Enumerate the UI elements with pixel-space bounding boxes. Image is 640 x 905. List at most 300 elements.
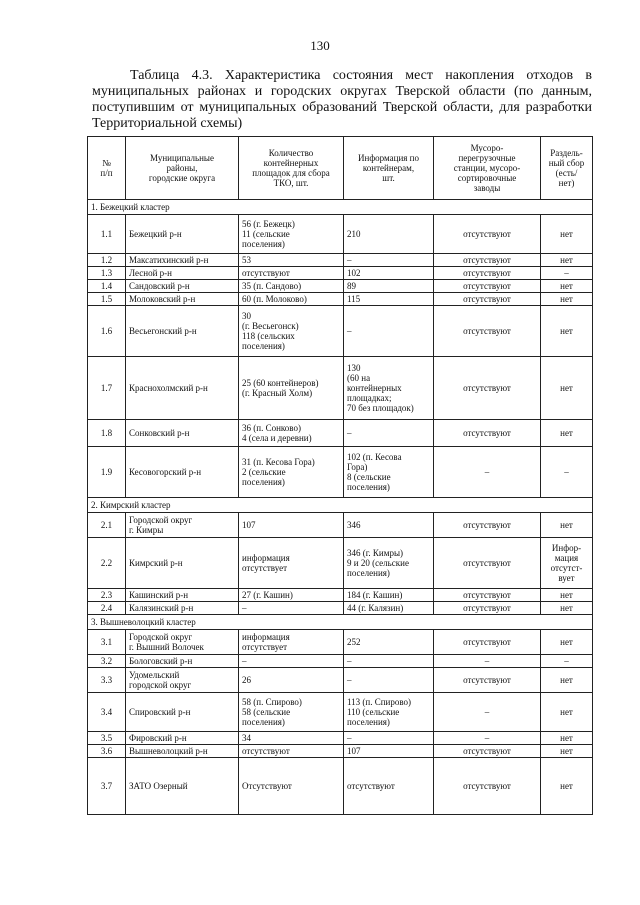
- table-cell: [239, 447, 344, 498]
- cell-line: –: [564, 268, 569, 278]
- cell-line: 44 (г. Калязин): [347, 603, 404, 613]
- table-cell: [541, 538, 593, 589]
- cell-line: (60 на: [347, 373, 371, 383]
- table-cell: [88, 668, 126, 693]
- cell-line: 2.1: [100, 520, 113, 530]
- table-cell: [239, 420, 344, 447]
- table-cell: [126, 254, 239, 267]
- table-row: [88, 447, 593, 498]
- cell-line: отсутствуют: [347, 781, 395, 791]
- cell-line: нет: [560, 590, 573, 600]
- table-cell: [239, 589, 344, 602]
- cell-line: 1.5: [100, 294, 113, 304]
- table-cell: [434, 280, 541, 293]
- cell-line: отсутствуют: [242, 746, 290, 756]
- table-cell: [239, 513, 344, 538]
- table-cell: [344, 602, 434, 615]
- cluster-row: [88, 615, 593, 630]
- cell-line: №: [102, 158, 111, 168]
- cell-line: 118 (сельских: [242, 331, 295, 341]
- cell-line: районы,: [166, 163, 198, 173]
- cell-line: Сандовский р-н: [129, 281, 190, 291]
- cell-line: 3.2: [100, 656, 113, 666]
- cell-line: –: [347, 428, 352, 438]
- cell-line: 30: [242, 311, 251, 321]
- table-cell: [239, 267, 344, 280]
- table-row: [88, 513, 593, 538]
- cell-line: 60 (п. Молоково): [242, 294, 307, 304]
- cell-line: –: [484, 707, 490, 717]
- table-cell: [434, 668, 541, 693]
- table-cell: [434, 357, 541, 420]
- table-body: [88, 200, 593, 815]
- cell-line: отсутствуют: [463, 294, 511, 304]
- cell-line: отсутствуют: [463, 520, 511, 530]
- cell-line: нет: [560, 707, 573, 717]
- cell-line: Кесовогорский р-н: [129, 467, 202, 477]
- cell-line: отсутствуют: [463, 590, 511, 600]
- cell-line: 56 (г. Бежецк): [242, 219, 295, 229]
- cell-line: нет: [560, 281, 573, 291]
- cell-line: нет: [560, 637, 573, 647]
- table-cell: [541, 447, 593, 498]
- cell-line: 89: [347, 281, 356, 291]
- cell-line: –: [347, 255, 352, 265]
- table-cell: [88, 447, 126, 498]
- cell-line: 1.3: [100, 268, 113, 278]
- table-cell: [434, 655, 541, 668]
- cell-line: 58 (сельские: [242, 707, 291, 717]
- column-header: [239, 137, 344, 200]
- table-cell: [344, 306, 434, 357]
- table-row: [88, 254, 593, 267]
- cell-line: –: [347, 733, 352, 743]
- cell-line: 34: [242, 733, 251, 743]
- cell-line: ТКО, шт.: [273, 178, 309, 188]
- table-cell: [126, 267, 239, 280]
- table-header-row: [88, 137, 593, 200]
- cell-line: Молоковский р-н: [129, 294, 196, 304]
- cell-line: шт.: [382, 173, 395, 183]
- table-cell: [541, 602, 593, 615]
- table-cell: [344, 745, 434, 758]
- cell-line: нет: [560, 603, 573, 613]
- cell-line: нет: [560, 675, 573, 685]
- cell-line: 58 (п. Спирово): [242, 697, 302, 707]
- table-cell: [239, 306, 344, 357]
- cell-line: городские округа: [148, 173, 216, 183]
- cell-line: отсутствуют: [463, 229, 511, 239]
- table-cell: [126, 732, 239, 745]
- cell-line: отсутствуют: [463, 326, 511, 336]
- cell-line: –: [564, 656, 569, 666]
- cell-line: Удомельский: [129, 670, 180, 680]
- table-cell: [239, 357, 344, 420]
- cell-line: поселения): [347, 568, 390, 578]
- cell-line: отсутствуют: [463, 746, 511, 756]
- cell-line: 36 (п. Сонково): [242, 423, 301, 433]
- table-cell: [239, 668, 344, 693]
- cell-line: 3.4: [100, 707, 113, 717]
- table-cell: [344, 513, 434, 538]
- cell-line: Максатихинский р-н: [129, 255, 209, 265]
- cell-line: отсутствуют: [463, 383, 511, 393]
- cell-line: ный сбор: [548, 158, 585, 168]
- table-cell: [541, 293, 593, 306]
- table-cell: [434, 447, 541, 498]
- table-cell: [541, 732, 593, 745]
- table-cell: [434, 745, 541, 758]
- table-cell: [239, 693, 344, 732]
- cell-line: 26: [242, 675, 251, 685]
- table-cell: [126, 655, 239, 668]
- table-cell: [126, 758, 239, 815]
- table-cell: [239, 293, 344, 306]
- cell-line: информация: [242, 553, 290, 563]
- cell-line: информация: [242, 632, 290, 642]
- table-cell: [344, 668, 434, 693]
- table-cell: [239, 280, 344, 293]
- table-cell: [541, 693, 593, 732]
- cell-line: нет: [560, 746, 573, 756]
- cell-line: поселения): [242, 477, 285, 487]
- cell-line: поселения): [242, 239, 285, 249]
- cell-line: Городской округ: [129, 632, 193, 642]
- cell-line: вует: [558, 573, 575, 583]
- cell-line: Количество: [268, 148, 314, 158]
- table-cell: [344, 589, 434, 602]
- table-row: [88, 357, 593, 420]
- table-cell: [344, 447, 434, 498]
- cell-line: отсутствуют: [463, 603, 511, 613]
- cell-line: 3.6: [100, 746, 113, 756]
- table-row: [88, 693, 593, 732]
- cell-line: отсутствуют: [463, 558, 511, 568]
- cell-line: –: [564, 467, 569, 477]
- cell-line: мация: [554, 553, 579, 563]
- cell-line: 252: [347, 637, 361, 647]
- cell-line: отсутствует: [242, 642, 288, 652]
- table-cell: [88, 420, 126, 447]
- table-row: [88, 306, 593, 357]
- table-cell: [434, 254, 541, 267]
- table-row: [88, 215, 593, 254]
- table-cell: [88, 589, 126, 602]
- table-cell: [126, 589, 239, 602]
- table-cell: [88, 655, 126, 668]
- cell-line: 2 (сельские: [242, 467, 286, 477]
- cell-line: 3.1: [100, 637, 113, 647]
- cell-line: –: [242, 656, 247, 666]
- cell-line: 102: [347, 268, 361, 278]
- page-number: 130: [310, 38, 330, 53]
- column-header: [126, 137, 239, 200]
- cell-line: Кимрский р-н: [129, 558, 183, 568]
- table-cell: [88, 732, 126, 745]
- cell-line: отсутствуют: [463, 637, 511, 647]
- table-cell: [344, 280, 434, 293]
- cell-line: нет: [560, 733, 573, 743]
- table-cell: [126, 306, 239, 357]
- cell-line: Лесной р-н: [129, 268, 172, 278]
- table-cell: [126, 745, 239, 758]
- cell-line: 346: [347, 520, 361, 530]
- table-cell: [239, 215, 344, 254]
- cell-line: 9 и 20 (сельские: [347, 558, 409, 568]
- cluster-title: 1. Бежецкий кластер: [88, 200, 593, 215]
- table-cell: [344, 630, 434, 655]
- cell-line: 113 (п. Спирово): [347, 697, 412, 707]
- cell-line: Мусоро-: [470, 143, 504, 153]
- cell-line: Информация по: [358, 153, 419, 163]
- cell-line: отсутствуют: [242, 268, 290, 278]
- table-cell: [88, 215, 126, 254]
- table-cell: [541, 306, 593, 357]
- table-cell: [239, 655, 344, 668]
- cell-line: нет: [560, 326, 573, 336]
- cluster-row: [88, 498, 593, 513]
- cell-line: 70 без площадок): [347, 403, 414, 413]
- cell-line: г. Вышний Волочек: [129, 642, 204, 652]
- table-cell: [344, 420, 434, 447]
- table-cell: [541, 215, 593, 254]
- table-row: [88, 732, 593, 745]
- cell-line: нет: [560, 520, 573, 530]
- table-cell: [88, 630, 126, 655]
- cell-line: отсутствуют: [463, 781, 511, 791]
- cell-line: нет): [558, 178, 575, 188]
- cell-line: отсутствуют: [463, 268, 511, 278]
- cell-line: 1.6: [100, 326, 113, 336]
- table-cell: [126, 602, 239, 615]
- cell-line: 35 (п. Сандово): [242, 281, 302, 291]
- cell-line: 25 (60 контейнеров): [242, 378, 319, 388]
- table-cell: [434, 732, 541, 745]
- table-cell: [344, 732, 434, 745]
- cell-line: 1.4: [100, 281, 113, 291]
- table-cell: [344, 357, 434, 420]
- table-cell: [344, 693, 434, 732]
- table-cell: [541, 267, 593, 280]
- table-cell: [126, 538, 239, 589]
- cell-line: Раздель-: [550, 148, 583, 158]
- cell-line: поселения): [347, 482, 390, 492]
- cell-line: (г. Красный Холм): [242, 388, 313, 398]
- column-header: [88, 137, 126, 200]
- column-header: [434, 137, 541, 200]
- cell-line: отсутствуют: [463, 281, 511, 291]
- cell-line: отсутствует: [242, 563, 288, 573]
- cell-line: 8 (сельские: [347, 472, 391, 482]
- table-row: [88, 630, 593, 655]
- table-cell: [126, 357, 239, 420]
- cell-line: Краснохолмский р-н: [129, 383, 208, 393]
- table-cell: [126, 513, 239, 538]
- table-cell: [239, 758, 344, 815]
- table-caption: Таблица 4.3. Характеристика состояния мест накопления отходов в муниципальных районах и городских округах Тверской области (по данным, поступившим от муниципальных образований Тверской области, для разработки Территориальной схемы): [92, 68, 592, 131]
- cell-line: площадок для сбора: [252, 168, 330, 178]
- table-cell: [88, 602, 126, 615]
- cell-line: 1.1: [100, 229, 113, 239]
- table-row: [88, 293, 593, 306]
- cell-line: нет: [560, 428, 573, 438]
- table-cell: [344, 267, 434, 280]
- cell-line: Вышневолоцкий р-н: [129, 746, 208, 756]
- table-cell: [344, 293, 434, 306]
- table-cell: [126, 293, 239, 306]
- cell-line: нет: [560, 229, 573, 239]
- table-cell: [88, 745, 126, 758]
- table-row: [88, 758, 593, 815]
- table-cell: [541, 357, 593, 420]
- cell-line: Весьегонский р-н: [129, 326, 197, 336]
- cell-line: 2.2: [100, 558, 113, 568]
- cell-line: нет: [560, 781, 573, 791]
- table-row: [88, 668, 593, 693]
- cell-line: 1.7: [100, 383, 113, 393]
- cell-line: площадках;: [347, 393, 392, 403]
- cell-line: Инфор-: [551, 543, 582, 553]
- table-cell: [541, 420, 593, 447]
- table-cell: [434, 420, 541, 447]
- table-cell: [126, 420, 239, 447]
- cell-line: отсутствуют: [463, 428, 511, 438]
- table-cell: [126, 215, 239, 254]
- table-cell: [88, 280, 126, 293]
- cell-line: контейнерных: [347, 383, 402, 393]
- cell-line: –: [484, 733, 490, 743]
- table-cell: [344, 254, 434, 267]
- cell-line: 102 (п. Кесова: [347, 452, 402, 462]
- cell-line: ЗАТО Озерный: [129, 781, 188, 791]
- cell-line: г. Кимры: [129, 525, 164, 535]
- cell-line: –: [484, 467, 490, 477]
- cell-line: сортировочные: [457, 173, 517, 183]
- table-cell: [88, 254, 126, 267]
- table-cell: [344, 538, 434, 589]
- cluster-title: 3. Вышневолоцкий кластер: [88, 615, 593, 630]
- table-cell: [239, 745, 344, 758]
- table-row: [88, 589, 593, 602]
- cell-line: (есть/: [555, 168, 578, 178]
- cell-line: поселения): [347, 717, 390, 727]
- table-row: [88, 745, 593, 758]
- table-cell: [541, 589, 593, 602]
- cell-line: 115: [347, 294, 361, 304]
- cell-line: 1.9: [100, 467, 113, 477]
- table-row: [88, 280, 593, 293]
- cell-line: отсутствуют: [463, 255, 511, 265]
- cell-line: Кашинский р-н: [129, 590, 189, 600]
- cell-line: заводы: [473, 183, 501, 193]
- cell-line: 27 (г. Кашин): [242, 590, 293, 600]
- table-cell: [434, 267, 541, 280]
- table-cell: [88, 693, 126, 732]
- cell-line: 2.3: [100, 590, 113, 600]
- cluster-row: [88, 200, 593, 215]
- cell-line: Бологовский р-н: [129, 656, 193, 666]
- cell-line: контейнерных: [263, 158, 319, 168]
- cell-line: Фировский р-н: [129, 733, 187, 743]
- cell-line: Калязинский р-н: [129, 603, 194, 613]
- table-cell: [434, 630, 541, 655]
- cell-line: нет: [560, 383, 573, 393]
- cell-line: 3.5: [100, 733, 113, 743]
- table-cell: [541, 513, 593, 538]
- table-cell: [88, 357, 126, 420]
- cell-line: Городской округ: [129, 515, 193, 525]
- table-cell: [126, 630, 239, 655]
- cell-line: городской округ: [129, 680, 192, 690]
- cell-line: нет: [560, 255, 573, 265]
- table-cell: [434, 538, 541, 589]
- table-cell: [239, 254, 344, 267]
- cell-line: –: [347, 326, 352, 336]
- cell-line: поселения): [242, 717, 285, 727]
- cell-line: 130: [347, 363, 361, 373]
- table-cell: [344, 655, 434, 668]
- cell-line: 1.8: [100, 428, 113, 438]
- table-cell: [434, 513, 541, 538]
- table-cell: [239, 630, 344, 655]
- table-cell: [126, 447, 239, 498]
- cell-line: –: [347, 675, 352, 685]
- table-cell: [126, 668, 239, 693]
- table-cell: [88, 306, 126, 357]
- cell-line: перегрузочные: [458, 153, 516, 163]
- table-cell: [344, 758, 434, 815]
- table-cell: [344, 215, 434, 254]
- table-row: [88, 602, 593, 615]
- table-cell: [541, 254, 593, 267]
- table-cell: [88, 267, 126, 280]
- table-cell: [126, 693, 239, 732]
- table-cell: [541, 758, 593, 815]
- table-cell: [88, 758, 126, 815]
- table-cell: [239, 602, 344, 615]
- table-cell: [434, 215, 541, 254]
- table-row: [88, 267, 593, 280]
- cell-line: 107: [347, 746, 361, 756]
- cell-line: 184 (г. Кашин): [347, 590, 403, 600]
- cell-line: –: [347, 656, 352, 666]
- cell-line: 31 (п. Кесова Гора): [242, 457, 315, 467]
- cell-line: нет: [560, 294, 573, 304]
- cluster-title: 2. Кимрский кластер: [88, 498, 593, 513]
- cell-line: 3.7: [100, 781, 113, 791]
- cell-line: 346 (г. Кимры): [347, 548, 403, 558]
- cell-line: 3.3: [100, 675, 113, 685]
- table-row: [88, 538, 593, 589]
- cell-line: –: [484, 656, 490, 666]
- cell-line: 210: [347, 229, 361, 239]
- cell-line: п/п: [100, 168, 113, 178]
- table-row: [88, 655, 593, 668]
- table-cell: [541, 668, 593, 693]
- table-cell: [88, 538, 126, 589]
- table-cell: [434, 602, 541, 615]
- table-cell: [239, 732, 344, 745]
- cell-line: станции, мусоро-: [453, 163, 521, 173]
- table-cell: [434, 589, 541, 602]
- table-cell: [434, 693, 541, 732]
- waste-sites-table: [87, 136, 593, 815]
- table-cell: [541, 655, 593, 668]
- cell-line: Гора): [347, 462, 368, 472]
- table-cell: [434, 306, 541, 357]
- cell-line: 110 (сельские: [347, 707, 400, 717]
- cell-line: 107: [242, 520, 256, 530]
